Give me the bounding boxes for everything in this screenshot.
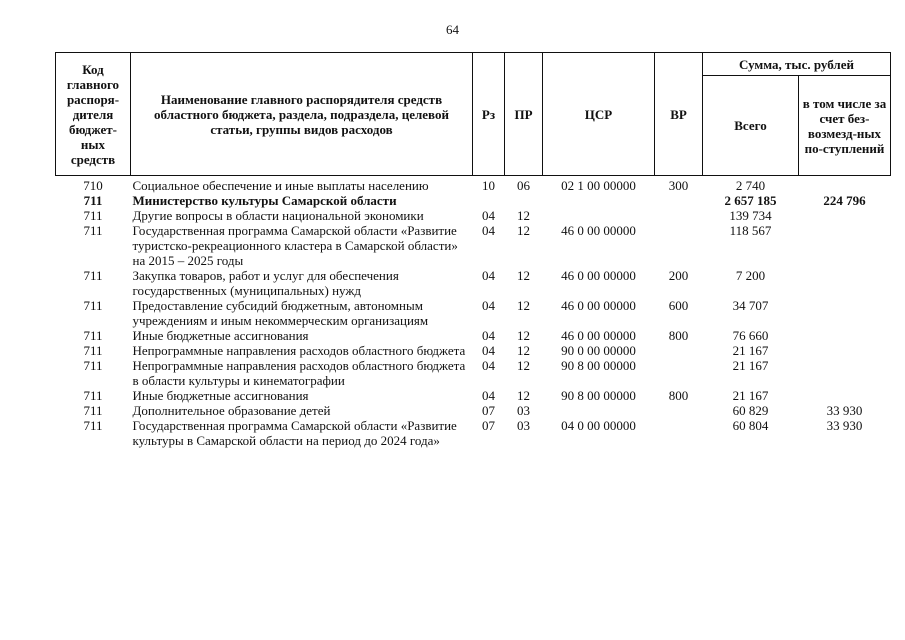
cell-code: 711 [83, 268, 103, 283]
cell-vr [655, 418, 703, 448]
cell-total: 2 740 [735, 178, 766, 193]
cell-rz: 04 [482, 208, 495, 223]
cell-code: 711 [83, 208, 103, 223]
header-rz: Рз [473, 53, 505, 176]
cell-name: Непрограммные направления расходов областного бюджета [132, 343, 466, 358]
cell-vr [655, 208, 703, 223]
cell-vr: 800 [668, 328, 689, 343]
cell-total: 21 167 [732, 388, 769, 403]
cell-code: 710 [83, 178, 103, 193]
cell-total: 21 167 [732, 343, 769, 358]
table-row [56, 358, 891, 388]
cell-name: Министерство культуры Самарской области [132, 193, 397, 208]
cell-csr: 02 1 00 00000 [561, 178, 636, 193]
cell-total: 76 660 [732, 328, 769, 343]
header-code: Код главного распоря-дителя бюджет-ных средств [56, 53, 131, 176]
cell-code: 711 [83, 418, 103, 433]
table-row [56, 388, 891, 403]
cell-free [799, 298, 891, 328]
cell-free [799, 208, 891, 223]
cell-code: 711 [83, 193, 103, 208]
cell-csr: 46 0 00 00000 [561, 328, 636, 343]
cell-csr: 46 0 00 00000 [561, 268, 636, 283]
cell-total: 34 707 [732, 298, 769, 313]
cell-code: 711 [83, 358, 103, 373]
cell-vr [655, 403, 703, 418]
cell-pr [505, 193, 543, 208]
cell-name: Закупка товаров, работ и услуг для обеспечения государственных (муниципальных) нужд [132, 268, 399, 298]
cell-total: 60 804 [732, 418, 769, 433]
cell-name: Государственная программа Самарской области «Развитие туристско-рекреационного кластера в Самарской области» на 2015 – 2025 годы [132, 223, 458, 268]
cell-name: Предоставление субсидий бюджетным, автономным учреждениям и иным некоммерческим организациям [132, 298, 429, 328]
cell-code: 711 [83, 388, 103, 403]
cell-code: 711 [83, 403, 103, 418]
cell-csr [543, 193, 655, 208]
cell-pr: 03 [517, 403, 530, 418]
cell-free: 224 796 [823, 193, 866, 208]
cell-free [799, 223, 891, 268]
header-free: в том числе за счет без-возмезд-ных по-ступлений [799, 76, 891, 176]
cell-name: Государственная программа Самарской области «Развитие культуры в Самарской области на период до 2024 года» [132, 418, 457, 448]
header-pr: ПР [505, 53, 543, 176]
cell-name: Социальное обеспечение и иные выплаты населению [132, 178, 429, 193]
cell-free [799, 388, 891, 403]
cell-pr: 12 [517, 328, 530, 343]
cell-pr: 12 [517, 343, 530, 358]
page-number: 64 [446, 22, 459, 37]
table-row [56, 328, 891, 343]
cell-total: 7 200 [735, 268, 766, 283]
header-total: Всего [703, 76, 799, 176]
cell-free [799, 343, 891, 358]
cell-rz: 07 [482, 418, 495, 433]
cell-rz: 10 [482, 178, 495, 193]
cell-rz: 04 [482, 358, 495, 373]
cell-vr: 200 [668, 268, 689, 283]
table-row [56, 176, 891, 194]
table-header [56, 53, 891, 176]
cell-free [799, 358, 891, 388]
table-row [56, 193, 891, 208]
cell-pr: 12 [517, 268, 530, 283]
table-row [56, 208, 891, 223]
cell-vr: 800 [668, 388, 689, 403]
cell-csr: 46 0 00 00000 [561, 298, 636, 313]
cell-total: 2 657 185 [724, 193, 777, 208]
cell-csr: 90 8 00 00000 [561, 358, 636, 373]
cell-pr: 06 [517, 178, 530, 193]
cell-pr: 12 [517, 358, 530, 373]
cell-vr: 600 [668, 298, 689, 313]
cell-free: 33 930 [826, 418, 863, 433]
cell-rz [473, 193, 505, 208]
cell-free: 33 930 [826, 403, 863, 418]
cell-rz: 04 [482, 298, 495, 313]
cell-name: Иные бюджетные ассигнования [132, 328, 309, 343]
cell-csr: 04 0 00 00000 [561, 418, 636, 433]
cell-pr: 12 [517, 388, 530, 403]
cell-name: Иные бюджетные ассигнования [132, 388, 309, 403]
table-row [56, 403, 891, 418]
cell-vr [655, 343, 703, 358]
header-vr: ВР [655, 53, 703, 176]
cell-total: 21 167 [732, 358, 769, 373]
table-row [56, 418, 891, 448]
cell-free [799, 268, 891, 298]
table-row [56, 223, 891, 268]
cell-total: 139 734 [729, 208, 772, 223]
header-sum-group: Сумма, тыс. рублей [703, 53, 891, 76]
budget-table [55, 52, 891, 448]
cell-pr: 12 [517, 208, 530, 223]
header-name: Наименование главного распорядителя средств областного бюджета, раздела, подраздела, целевой статьи, группы видов расходов [131, 53, 473, 176]
cell-vr [655, 223, 703, 268]
cell-code: 711 [83, 328, 103, 343]
cell-csr [543, 403, 655, 418]
cell-rz: 07 [482, 403, 495, 418]
cell-total: 60 829 [732, 403, 769, 418]
cell-free [799, 176, 891, 194]
cell-rz: 04 [482, 343, 495, 358]
table-row [56, 268, 891, 298]
cell-vr [655, 358, 703, 388]
cell-rz: 04 [482, 328, 495, 343]
cell-name: Другие вопросы в области национальной экономики [132, 208, 424, 223]
table-body [56, 176, 891, 449]
cell-vr: 300 [668, 178, 689, 193]
cell-rz: 04 [482, 223, 495, 238]
cell-pr: 12 [517, 223, 530, 238]
cell-free [799, 328, 891, 343]
cell-code: 711 [83, 223, 103, 238]
cell-csr: 90 0 00 00000 [561, 343, 636, 358]
cell-csr: 90 8 00 00000 [561, 388, 636, 403]
cell-csr [543, 208, 655, 223]
cell-rz: 04 [482, 268, 495, 283]
header-csr: ЦСР [543, 53, 655, 176]
cell-rz: 04 [482, 388, 495, 403]
cell-code: 711 [83, 298, 103, 313]
cell-code: 711 [83, 343, 103, 358]
cell-pr: 03 [517, 418, 530, 433]
cell-total: 118 567 [729, 223, 772, 238]
cell-name: Дополнительное образование детей [132, 403, 331, 418]
table-row [56, 343, 891, 358]
table-row [56, 298, 891, 328]
cell-vr [655, 193, 703, 208]
cell-csr: 46 0 00 00000 [561, 223, 636, 238]
cell-name: Непрограммные направления расходов областного бюджета в области культуры и кинематографии [132, 358, 466, 388]
cell-pr: 12 [517, 298, 530, 313]
